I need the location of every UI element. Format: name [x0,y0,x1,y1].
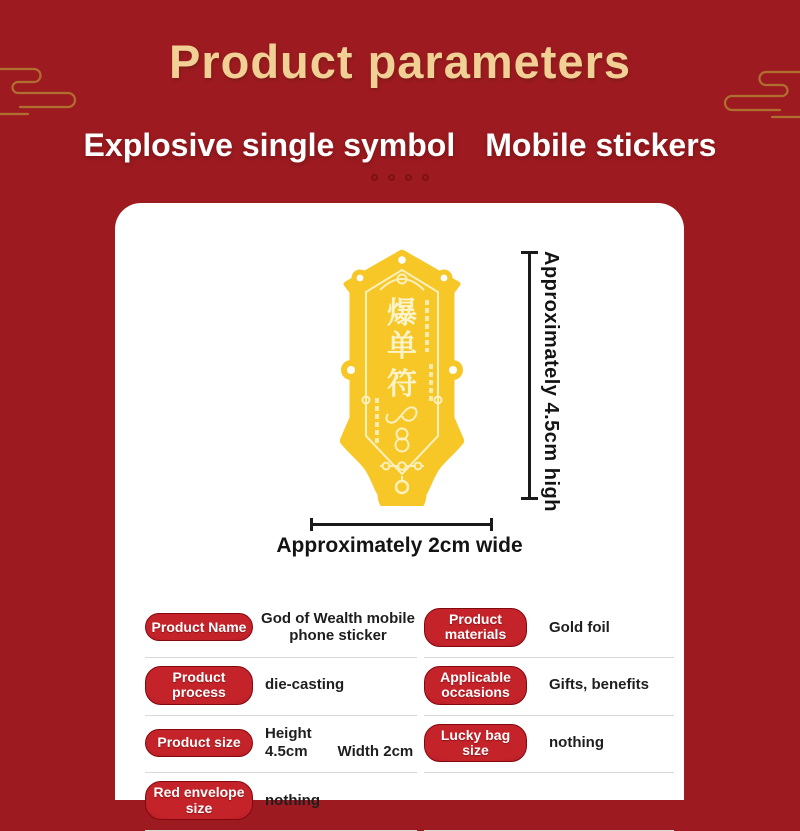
dot-divider [0,174,800,181]
table-row [145,773,674,831]
param-label-pill: Product process [145,666,253,705]
page-title: Product parameters [168,35,632,88]
cell-product-name [145,600,417,658]
param-label-pill: Product Name [145,613,253,641]
sticker-main-char-3: 符 [387,367,417,402]
cell-lucky-bag-size [424,716,674,774]
table-row [145,600,674,658]
width-dimension-line [310,523,493,526]
table-row [145,716,674,774]
param-value: Gifts, benefits [549,676,650,694]
dot-icon [422,174,429,181]
param-label-pill: Lucky bag size [424,724,527,763]
dot-icon [405,174,412,181]
cell-product-materials [424,600,674,658]
param-value [265,725,417,760]
param-label-pill: Product materials [424,608,527,647]
height-dimension-line [528,251,531,500]
param-value: nothing [265,791,320,809]
param-value: Gold foil [549,618,610,636]
subtitle-right: Mobile stickers [485,127,717,163]
product-card [115,203,684,816]
parameters-table [145,600,674,831]
param-label-pill: Applicable occasions [424,666,527,705]
cell-product-size [145,716,417,774]
height-dimension-label: Approximately 4.5cm high [540,251,562,512]
table-row [145,658,674,716]
cell-red-envelope-size [145,773,417,831]
param-value: die-casting [265,676,345,694]
cell-empty [424,773,674,831]
cell-applicable-occasions [424,658,674,716]
sticker-main-char-2: 单 [387,329,417,364]
cell-product-process [145,658,417,716]
sticker-main-char-1: 爆 [387,296,417,331]
param-label-pill: Red envelope size [145,781,253,820]
param-label-pill: Product size [145,729,253,757]
dot-icon [388,174,395,181]
page-subtitle [0,127,800,164]
subtitle-left: Explosive single symbol [83,127,456,163]
dot-icon [371,174,378,181]
size-height: Height 4.5cm [265,725,312,760]
talisman-sticker-image [340,248,464,506]
width-dimension-label: Approximately 2cm wide [276,534,523,557]
param-value: nothing [549,734,604,752]
size-width: Width 2cm [337,742,414,760]
param-value: God of Wealth mobile phone sticker [261,609,415,645]
